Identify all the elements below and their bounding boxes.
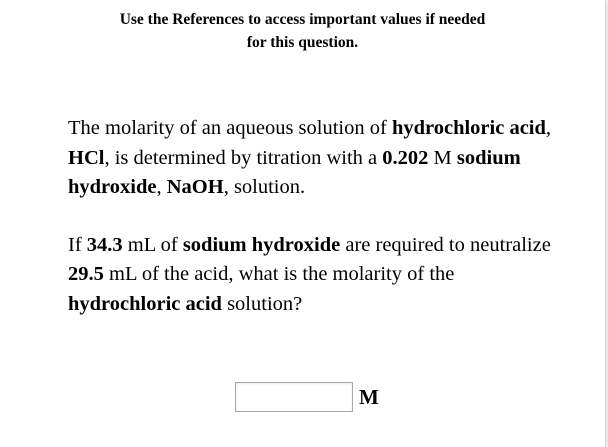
titrant-name: sodium hydroxide [182, 233, 341, 256]
answer-input[interactable] [235, 382, 353, 412]
references-note [0, 8, 605, 54]
text-segment: , [545, 117, 552, 139]
question-paragraph-1 [68, 114, 568, 203]
titrant-formula: NaOH [166, 176, 224, 198]
answer-row [235, 381, 379, 413]
titrant-name: sodium hydroxide [68, 146, 521, 198]
references-note-line-1: Use the References to access important values if needed [119, 11, 486, 28]
answer-unit: M [359, 384, 379, 409]
question-paragraph-2 [68, 231, 568, 320]
titrant-molarity: 0.202 [382, 146, 429, 169]
compound-formula: HCl [68, 146, 105, 169]
text-segment: mL of [122, 233, 183, 256]
text-segment: , [156, 176, 167, 198]
text-segment: solution? [221, 292, 303, 315]
text-segment: , solution. [223, 176, 306, 198]
text-segment: , is determined by titration with a [104, 146, 383, 169]
question-text [68, 114, 568, 319]
references-note-line-2: for this question. [246, 34, 359, 51]
text-segment: mL of the acid, what is the molarity of the [103, 263, 455, 285]
text-segment: The molarity of an aqueous solution of [68, 117, 392, 139]
text-segment: If [68, 233, 87, 256]
acid-volume: 29.5 [68, 263, 104, 285]
compound-name: hydrochloric acid [391, 117, 546, 139]
titrant-volume: 34.3 [86, 233, 123, 256]
text-segment: M [428, 146, 457, 169]
text-segment: are required to neutralize [340, 233, 551, 256]
compound-name: hydrochloric acid [68, 292, 222, 315]
